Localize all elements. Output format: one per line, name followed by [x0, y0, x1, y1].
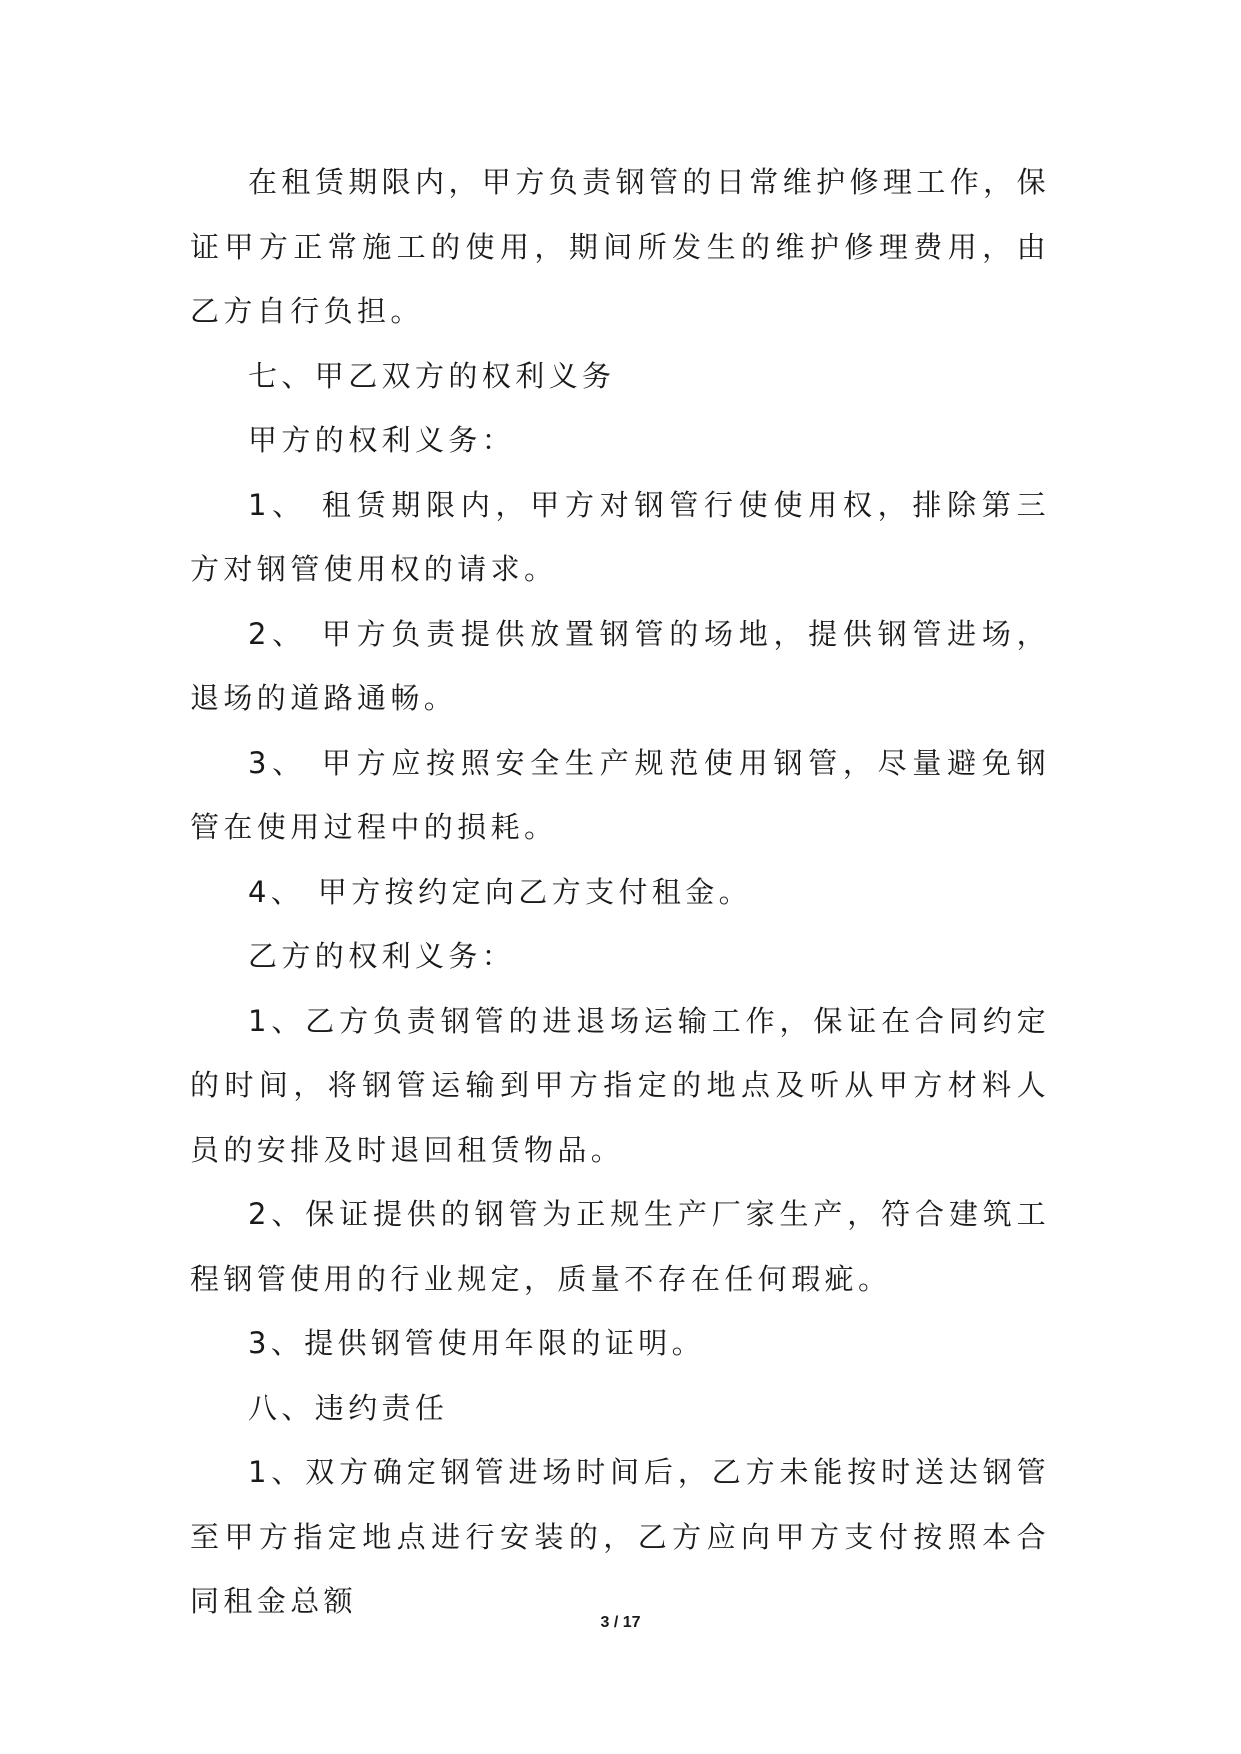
paragraph-maintenance: 在租赁期限内，甲方负责钢管的日常维护修理工作，保证甲方正常施工的使用，期间所发生的维护修理费用，由乙方自行负担。	[190, 165, 1050, 328]
paragraph-party-a-item-3: 3、 甲方应按照安全生产规范使用钢管，尽量避免钢管在使用过程中的损耗。	[190, 745, 1050, 844]
paragraph-party-a-item-4: 4、 甲方按约定向乙方支付租金。	[248, 874, 753, 909]
heading-section-8: 八、违约责任	[248, 1390, 449, 1425]
page-number: 3 / 17	[600, 1614, 641, 1631]
paragraph-party-b-item-3: 3、提供钢管使用年限的证明。	[248, 1326, 706, 1360]
subheading-party-b-rights: 乙方的权利义务：	[248, 939, 516, 973]
paragraph-party-a-item-1: 1、 租赁期限内，甲方对钢管行使使用权，排除第三方对钢管使用权的请求。	[190, 487, 1050, 586]
paragraph-party-b-item-1: 1、乙方负责钢管的进退场运输工作，保证在合同约定的时间，将钢管运输到甲方指定的地点及听从甲方材料人员的安排及时退回租赁物品。	[190, 1003, 1050, 1167]
subheading-party-a-rights: 甲方的权利义务：	[248, 423, 516, 457]
paragraph-breach-item-1: 1、双方确定钢管进场时间后，乙方未能按时送达钢管至甲方指定地点进行安装的，乙方应向甲方支付按照本合同租金总额	[190, 1455, 1050, 1618]
paragraph-party-b-item-2: 2、保证提供的钢管为正规生产厂家生产，符合建筑工程钢管使用的行业规定，质量不存在任何瑕疵。	[190, 1197, 1050, 1296]
heading-section-7: 七、甲乙双方的权利义务	[248, 358, 616, 393]
document-body	[190, 150, 1050, 1634]
paragraph-party-a-item-2: 2、 甲方负责提供放置钢管的场地，提供钢管进场，退场的道路通畅。	[190, 616, 1050, 715]
